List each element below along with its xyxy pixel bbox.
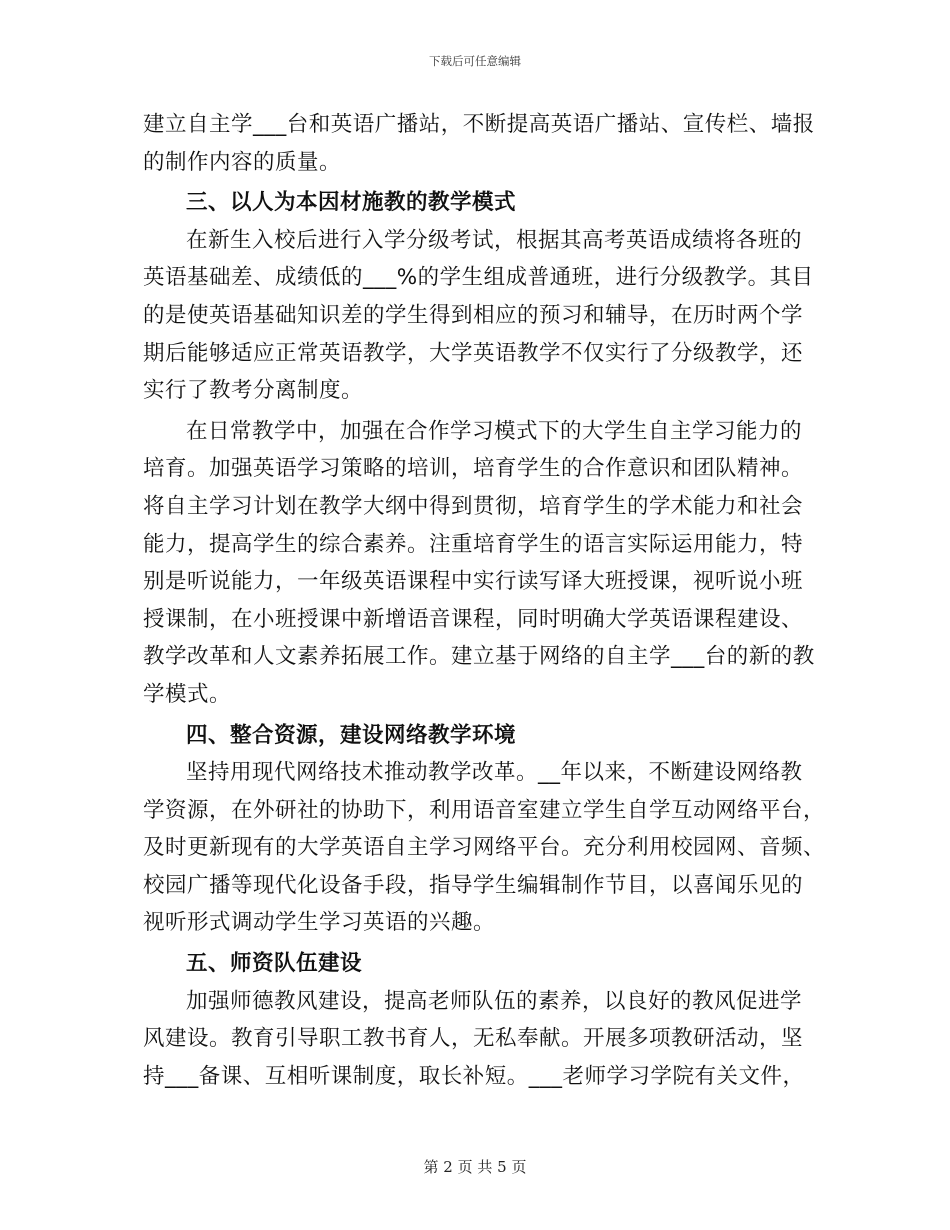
paragraph-first-line: 在新生入校后进行入学分级考试，根据其高考英语成绩将各班的 xyxy=(186,227,803,253)
body-line: 期后能够适应正常英语教学，大学英语教学不仅实行了分级教学，还 xyxy=(143,340,804,366)
body-line: 教学改革和人文素养拓展工作。建立基于网络的自主学___台的新的教 xyxy=(143,644,815,670)
body-line: 学模式。 xyxy=(143,681,232,707)
body-line: 的制作内容的质量。 xyxy=(143,149,342,175)
section-heading: 五、师资队伍建设 xyxy=(186,951,363,977)
body-line: 将自主学习计划在教学大纲中得到贯彻，培育学生的学术能力和社会 xyxy=(143,493,804,519)
body-line: 校园广播等现代化设备手段，指导学生编辑制作节目，以喜闻乐见的 xyxy=(143,872,804,898)
body-line: 英语基础差、成绩低的___%的学生组成普通班，进行分级教学。其目 xyxy=(143,265,814,291)
paragraph-first-line: 坚持用现代网络技术推动教学改革。__年以来，不断建设网络教 xyxy=(186,760,803,786)
section-heading: 四、整合资源，建设网络教学环境 xyxy=(186,722,517,748)
body-line: 授课制，在小班授课中新增语音课程，同时明确大学英语课程建设、 xyxy=(143,606,804,632)
body-line: 别是听说能力，一年级英语课程中实行读写译大班授课，视听说小班 xyxy=(143,569,804,595)
paragraph-first-line: 加强师德教风建设，提高老师队伍的素养，以良好的教风促进学 xyxy=(186,988,803,1014)
body-line: 视听形式调动学生学习英语的兴趣。 xyxy=(143,910,496,936)
page-number: 第 2 页 共 5 页 xyxy=(423,1158,527,1176)
body-line: 建立自主学___台和英语广播站，不断提高英语广播站、宣传栏、墙报 xyxy=(143,112,815,137)
body-line: 风建设。教育引导职工教书育人，无私奉献。开展多项教研活动，坚 xyxy=(143,1026,804,1052)
page-header: 下载后可任意编辑 xyxy=(429,54,521,68)
section-heading: 三、以人为本因材施教的教学模式 xyxy=(186,190,517,216)
document-body xyxy=(143,106,826,1095)
paragraph-first-line: 在日常教学中，加强在合作学习模式下的大学生自主学习能力的 xyxy=(186,418,803,444)
body-line: 能力，提高学生的综合素养。注重培育学生的语言实际运用能力，特 xyxy=(143,531,804,557)
body-line: 及时更新现有的大学英语自主学习网络平台。充分利用校园网、音频、 xyxy=(143,835,826,861)
body-line: 培育。加强英语学习策略的培训，培育学生的合作意识和团队精神。 xyxy=(143,456,804,482)
body-line: 的是使英语基础知识差的学生得到相应的预习和辅导，在历时两个学 xyxy=(143,302,804,328)
body-line: 持___备课、互相听课制度，取长补短。___老师学习学院有关文件， xyxy=(143,1063,805,1089)
body-line: 学资源，在外研社的协助下，利用语音室建立学生自学互动网络平台， xyxy=(143,797,826,823)
body-line: 实行了教考分离制度。 xyxy=(143,378,364,404)
